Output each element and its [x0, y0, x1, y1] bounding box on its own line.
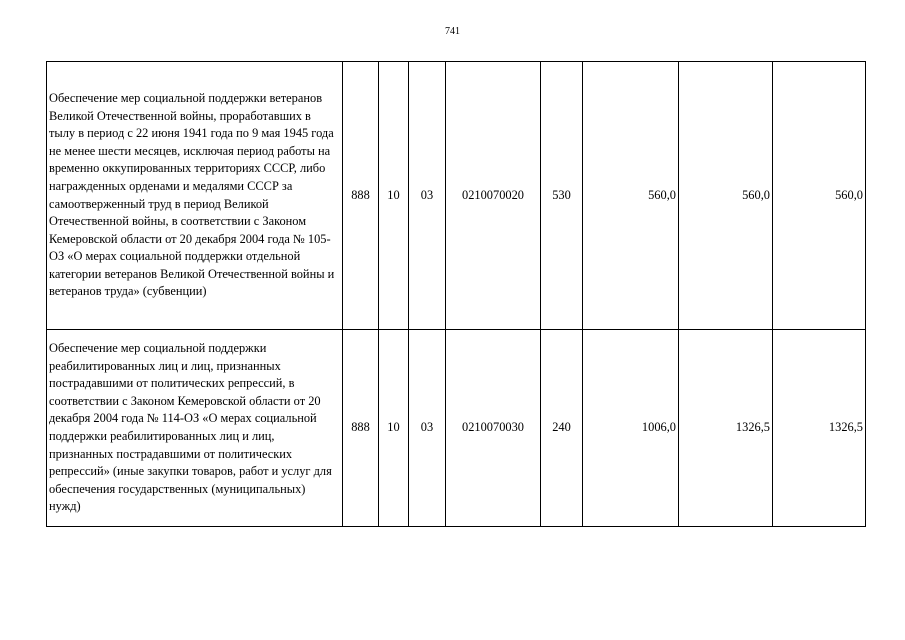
expense-type-code: 240 [541, 330, 583, 527]
amount-year-1: 1006,0 [583, 330, 679, 527]
budget-table [46, 61, 866, 527]
amount-year-2: 560,0 [679, 62, 773, 330]
row-description: Обеспечение мер социальной поддержки ветеранов Великой Отечественной войны, проработавших в тылу в период с 22 июня 1941 года по 9 мая 1945 года не менее шести месяцев, исключая период работы на временно оккупированных территориях СССР, либо награжденных орденами и медалями СССР за самоотверженный труд в период Великой Отечественной войны, в соответствии с Законом Кемеровской области от 20 декабря 2004 года № 105-ОЗ «О мерах социальной поддержки отдельной категории ветеранов Великой Отечественной войны и ветеранов труда» (субвенции) [47, 62, 343, 330]
ministry-code: 888 [343, 330, 379, 527]
table-row [47, 330, 866, 527]
table-row [47, 62, 866, 330]
amount-year-3: 560,0 [773, 62, 866, 330]
amount-year-1: 560,0 [583, 62, 679, 330]
target-article-code: 0210070030 [446, 330, 541, 527]
expense-type-code: 530 [541, 62, 583, 330]
amount-year-2: 1326,5 [679, 330, 773, 527]
subsection-code: 03 [409, 330, 446, 527]
target-article-code: 0210070020 [446, 62, 541, 330]
section-code: 10 [379, 330, 409, 527]
page-number: 741 [445, 26, 460, 37]
subsection-code: 03 [409, 62, 446, 330]
amount-year-3: 1326,5 [773, 330, 866, 527]
section-code: 10 [379, 62, 409, 330]
ministry-code: 888 [343, 62, 379, 330]
row-description: Обеспечение мер социальной поддержки реабилитированных лиц и лиц, признанных пострадавшими от политических репрессий, в соответствии с Законом Кемеровской области от 20 декабря 2004 года № 114-ОЗ «О мерах социальной поддержки реабилитированных лиц и лиц, признанных пострадавшими от политических репрессий» (иные закупки товаров, работ и услуг для обеспечения государственных (муниципальных) нужд) [47, 330, 343, 527]
